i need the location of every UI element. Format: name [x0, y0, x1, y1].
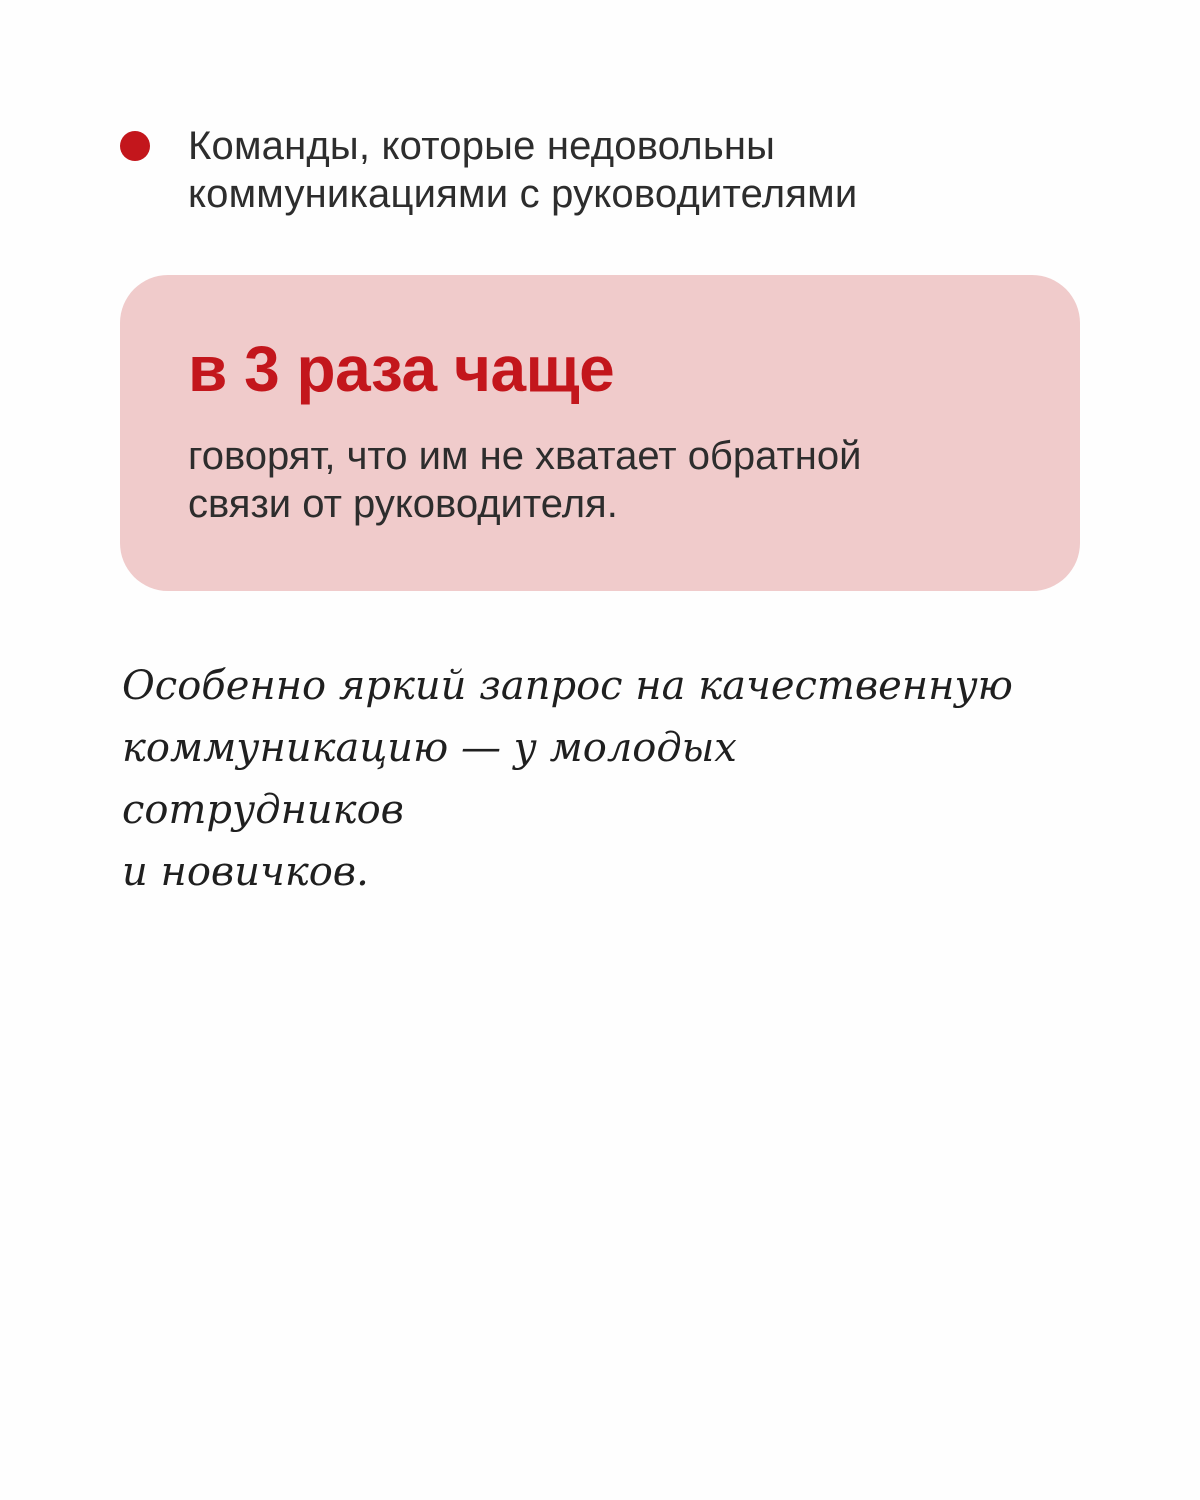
- red-dot-icon: [120, 131, 150, 161]
- stat-value: в 3 раза чаще: [188, 333, 615, 405]
- stat-description: говорят, что им не хватает обратной связи от руководителя.: [188, 434, 862, 526]
- handwritten-note: Особенно яркий запрос на качественную коммуникацию — у молодых сотрудников и новичков.: [122, 663, 1013, 895]
- bullet-text: Команды, которые недовольны коммуникациями с руководителями: [188, 124, 858, 216]
- bullet-point: [120, 122, 1080, 218]
- stat-card: [120, 275, 1080, 591]
